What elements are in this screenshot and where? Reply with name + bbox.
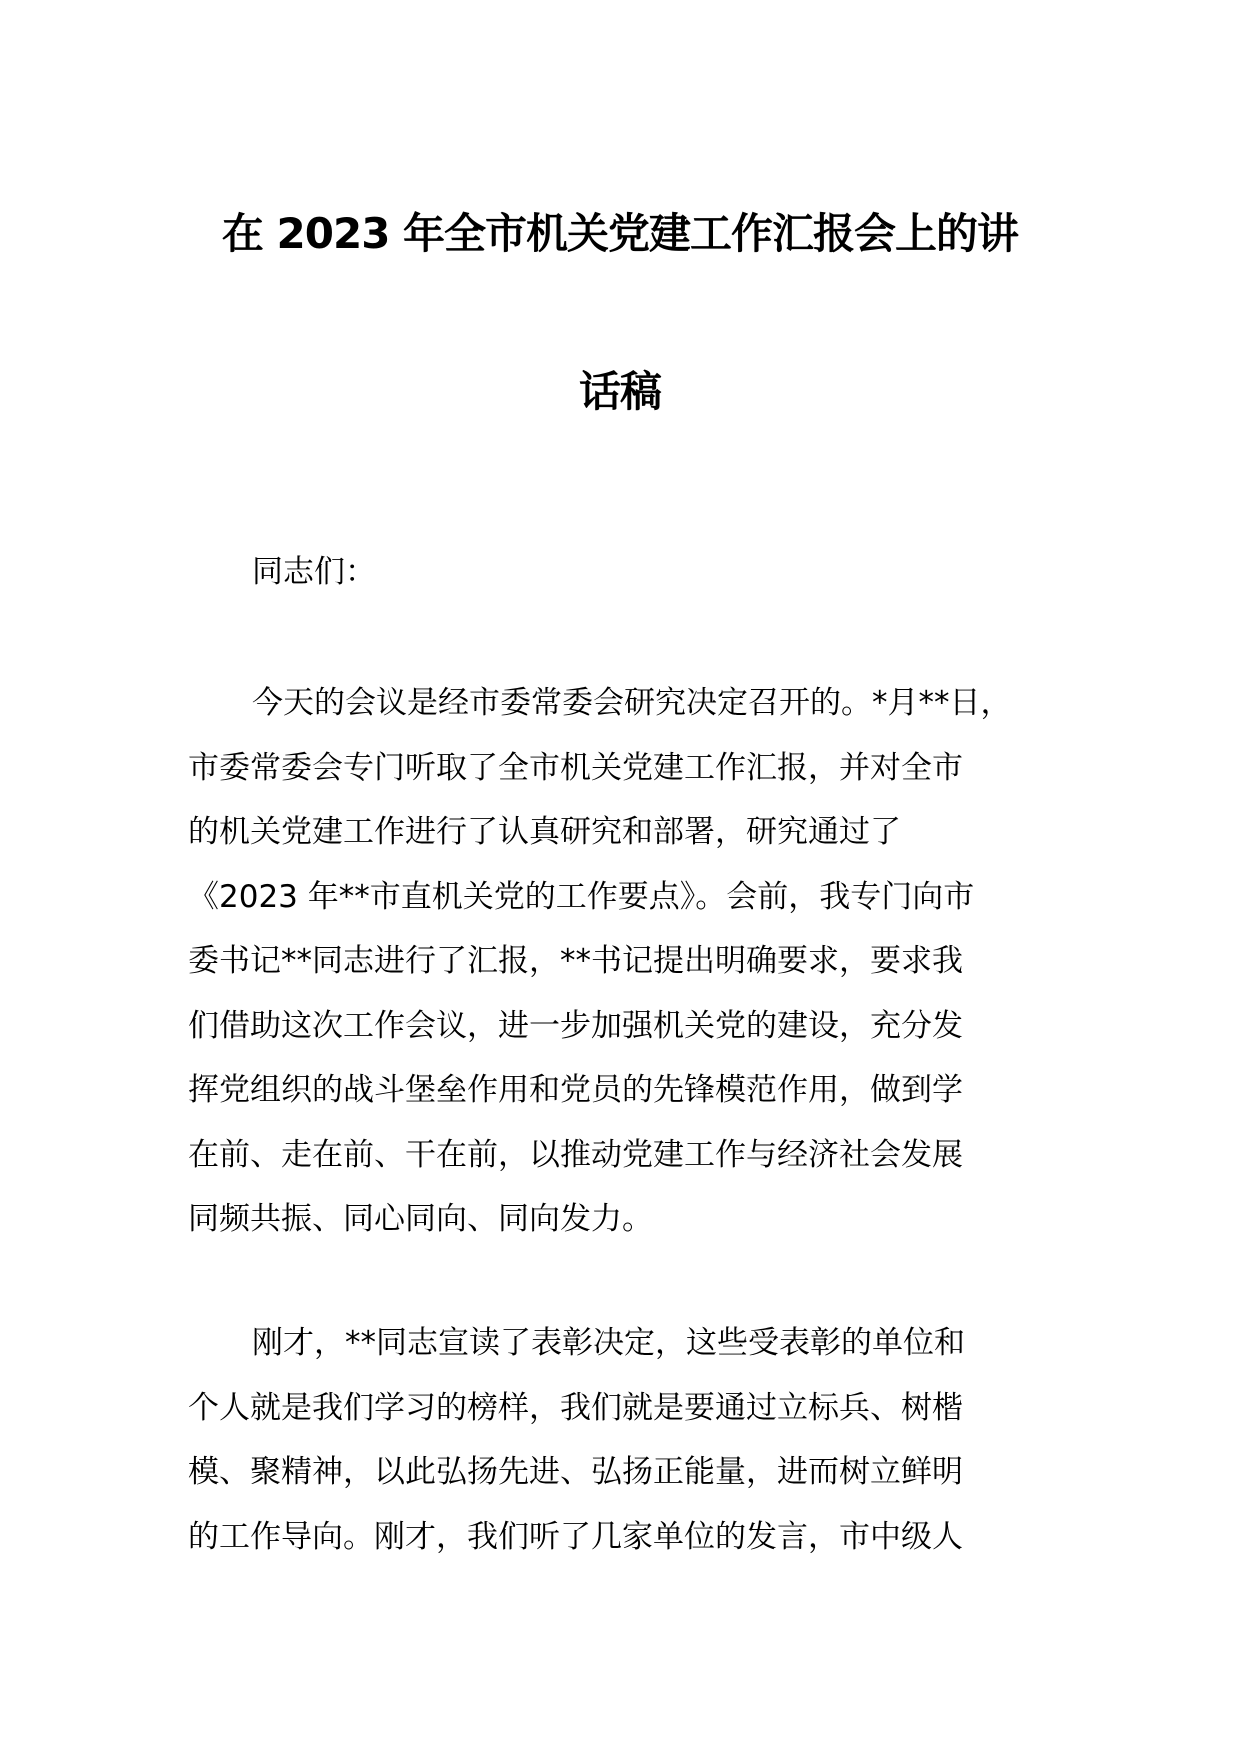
paragraph-line: 们借助这次工作会议，进一步加强机关党的建设，充分发 [188, 1007, 963, 1044]
paragraph-line: 今天的会议是经市委常委会研究决定召开的。*月**日， [252, 685, 1012, 721]
paragraph-line: 委书记**同志进行了汇报，**书记提出明确要求，要求我 [188, 943, 963, 979]
paragraph-line: 个人就是我们学习的榜样，我们就是要通过立标兵、树楷 [188, 1389, 963, 1426]
paragraph-line: 模、聚精神，以此弘扬先进、弘扬正能量，进而树立鲜明 [188, 1454, 963, 1490]
paragraph-line: 在前、走在前、干在前，以推动党建工作与经济社会发展 [188, 1136, 963, 1173]
document-title-line-1: 在 2023 年全市机关党建工作汇报会上的讲 [221, 209, 1019, 258]
paragraph-line: 同频共振、同心同向、同向发力。 [188, 1201, 653, 1237]
paragraph-line: 挥党组织的战斗堡垒作用和党员的先锋模范作用，做到学 [188, 1072, 963, 1108]
paragraph-line: 的工作导向。刚才，我们听了几家单位的发言，市中级人 [188, 1518, 963, 1555]
salutation-text: 同志们： [252, 554, 376, 590]
paragraph-line: 市委常委会专门听取了全市机关党建工作汇报，并对全市 [188, 749, 963, 786]
document-title-line-2: 话稿 [578, 367, 661, 416]
paragraph-2 [188, 1311, 1068, 1569]
paragraph-1 [188, 671, 1068, 1252]
salutation [188, 540, 1068, 605]
paragraph-line: 《2023 年**市直机关党的工作要点》。会前，我专门向市 [188, 878, 975, 915]
paragraph-line: 的机关党建工作进行了认真研究和部署，研究通过了 [188, 814, 901, 850]
paragraph-line: 刚才，**同志宣读了表彰决定，这些受表彰的单位和 [252, 1325, 965, 1361]
